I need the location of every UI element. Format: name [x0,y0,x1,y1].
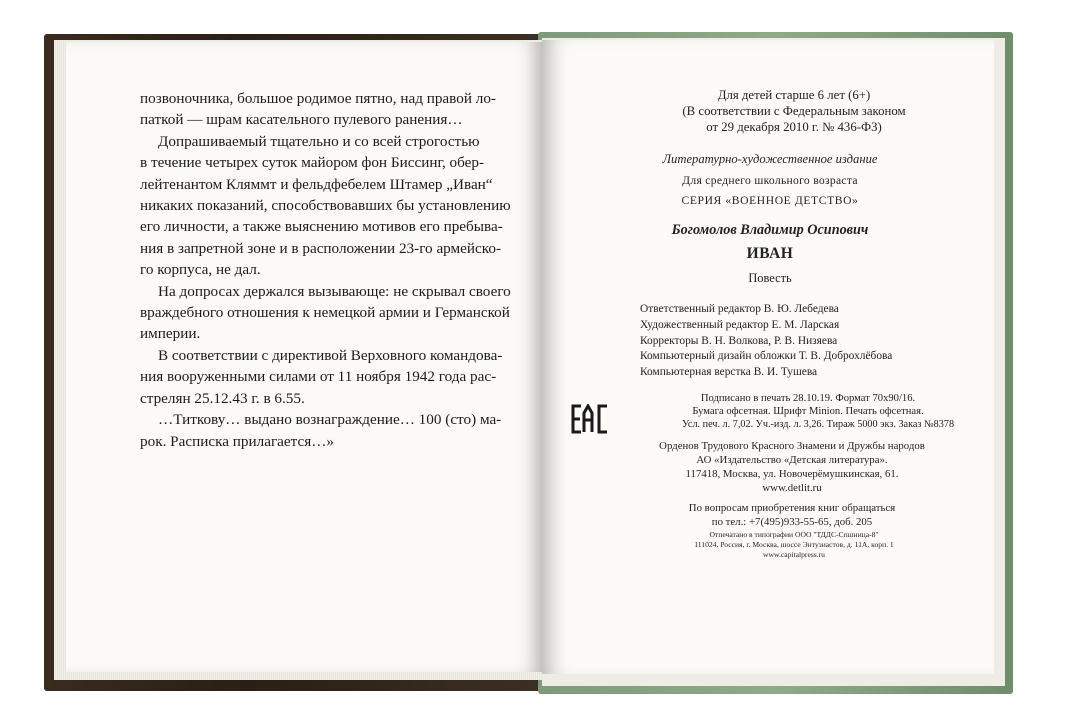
series-name: СЕРИЯ «ВОЕННОЕ ДЕТСТВО» [681,194,859,207]
credit-line: Корректоры В. Н. Волкова, Р. В. Низяева [640,334,838,347]
publisher-line: Орденов Трудового Красного Знамени и Дружбы народов [659,440,925,452]
print-info-line: Усл. печ. л. 7,02. Уч.-изд. л. 3,26. Тираж 5000 экз. Заказ №8378 [681,419,955,430]
text-line: в течение четырех суток майором фон Биссинг, обер- [140,154,485,172]
eac-mark-icon [570,404,610,434]
left-page-text [140,88,511,452]
text-line: ния в запретной зоне и в расположении 23-го армейско- [140,239,502,257]
publisher-line: 117418, Москва, ул. Новочерёмушкинская, 61. [685,468,899,480]
credit-line: Компьютерный дизайн обложки Т. В. Доброхлёбова [640,350,893,363]
genre: Повесть [748,271,792,285]
publisher-line: АО «Издательство «Детская литература». [696,454,888,466]
book-title: ИВАН [746,245,794,262]
publisher-website: www.detlit.ru [762,482,822,494]
credits-list [640,302,940,381]
text-line: империи. [140,325,201,343]
text-line: рок. Расписка прилагается…» [140,432,334,450]
age-rating-line: от 29 декабря 2010 г. № 436-ФЗ) [706,120,882,134]
age-rating-line: (В соответствии с Федеральным законом [682,104,906,118]
text-line: Допрашиваемый тщательно и со всей строгостью [158,132,480,150]
text-line: стрелян 25.12.43 г. в 6.55. [140,389,305,407]
text-line: враждебного отношения к немецкой армии и Германской [140,304,510,322]
print-info-line: Подписано в печать 28.10.19. Формат 70x90/16. [700,393,916,404]
age-group: Для среднего школьного возраста [682,174,858,187]
text-line: На допросах держался вызывающе: не скрывал своего [158,282,511,300]
printer-line: Отпечатано в типографии ООО "ТДДС-Спшница-8" [709,530,879,539]
purchase-line: по тел.: +7(495)933-55-65, доб. 205 [711,516,873,528]
print-info-line: Бумага офсетная. Шрифт Minion. Печать офсетная. [692,406,924,417]
age-rating-line: Для детей старше 6 лет (6+) [717,88,871,102]
author-name: Богомолов Владимир Осипович [671,222,869,238]
edition-type: Литературно-художественное издание [662,152,878,166]
credit-line: Ответственный редактор В. Ю. Лебедева [640,303,839,315]
text-line: го корпуса, не дал. [140,261,261,279]
credit-line: Компьютерная верстка В. И. Тушева [640,366,818,379]
text-line: его личности, а также выяснению мотивов его пребыва- [140,218,503,236]
printer-website: www.capitalpress.ru [763,550,825,559]
text-line: ния вооруженными силами от 11 ноября 1942 года рас- [140,368,497,386]
text-line: …Титкову… выдано вознаграждение… 100 (сто) ма- [158,411,502,429]
printer-line: 111024, Россия, г. Москва, шоссе Энтузиастов, д. 11А, корп. 1 [694,540,894,549]
text-line: В соответствии с директивой Верховного командова- [158,346,503,364]
purchase-line: По вопросам приобретения книг обращаться [688,502,896,514]
text-line: паткой — шрам касательного пулевого ранения… [140,111,463,129]
text-line: лейтенантом Кляммт и фельдфебелем Штамер „Иван“ [140,175,493,193]
text-line: никаких показаний, способствовавших бы установлению [140,197,511,215]
text-line: позвоночника, большое родимое пятно, над правой ло- [140,90,496,107]
credit-line: Художественный редактор Е. М. Ларская [640,318,840,331]
